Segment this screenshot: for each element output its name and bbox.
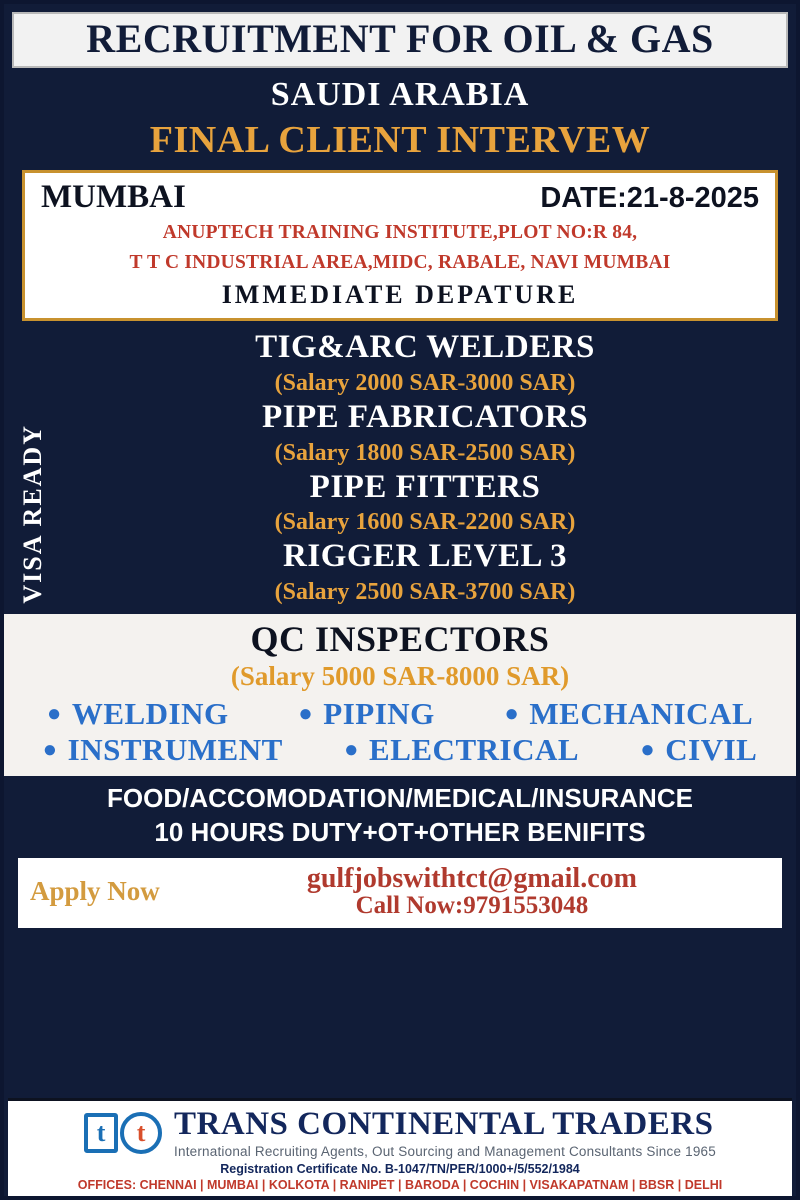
logo-letter-box-icon: t bbox=[84, 1113, 118, 1153]
immediate-departure-label: IMMEDIATE DEPATURE bbox=[221, 279, 579, 309]
job-list bbox=[4, 329, 796, 607]
interview-type-label: FINAL CLIENT INTERVEW bbox=[149, 119, 651, 161]
qc-discipline-item bbox=[344, 732, 579, 768]
job-title: TIG&ARC WELDERS bbox=[255, 328, 595, 365]
venue-address-line-1: ANUPTECH TRAINING INSTITUTE,PLOT NO:R 84, bbox=[162, 222, 638, 243]
qc-discipline-item bbox=[298, 696, 435, 732]
company-tagline: International Recruiting Agents, Out Sourcing and Management Consultants Since 1965 bbox=[174, 1144, 716, 1159]
benefit-line: FOOD/ACCOMODATION/MEDICAL/INSURANCE bbox=[107, 783, 693, 814]
company-text-block bbox=[174, 1107, 716, 1159]
job-salary: (Salary 2000 SAR-3000 SAR) bbox=[274, 369, 576, 396]
qc-discipline-row-2 bbox=[4, 732, 796, 768]
qc-discipline-label: INSTRUMENT bbox=[67, 732, 283, 768]
benefits-section bbox=[4, 782, 796, 850]
job-salary: (Salary 1600 SAR-2200 SAR) bbox=[274, 509, 576, 536]
bullet-icon: ● bbox=[42, 737, 58, 764]
qc-discipline-label: ELECTRICAL bbox=[369, 732, 580, 768]
company-name: TRANS CONTINENTAL TRADERS bbox=[174, 1106, 714, 1143]
venue-date: DATE:21-8-2025 bbox=[540, 182, 759, 214]
office-locations: OFFICES: CHENNAI | MUMBAI | KOLKOTA | RANIPET | BARODA | COCHIN | VISAKAPATNAM | BBSR | DELHI bbox=[77, 1178, 723, 1192]
contact-phone[interactable]: Call Now:9791553048 bbox=[355, 892, 589, 920]
company-footer bbox=[8, 1098, 792, 1196]
visa-ready-banner: VISA READY bbox=[18, 424, 47, 604]
contact-email[interactable]: gulfjobswithtct@gmail.com bbox=[306, 862, 637, 894]
apply-section bbox=[18, 858, 782, 928]
venue-address-line-2: T T C INDUSTRIAL AREA,MIDC, RABALE, NAVI MUMBAI bbox=[129, 252, 671, 274]
qc-salary: (Salary 5000 SAR-8000 SAR) bbox=[230, 661, 570, 692]
bullet-icon: ● bbox=[344, 737, 360, 764]
qc-title: QC INSPECTORS bbox=[250, 619, 550, 660]
benefit-line: 10 HOURS DUTY+OT+OTHER BENIFITS bbox=[154, 817, 646, 848]
apply-now-label: Apply Now bbox=[30, 876, 160, 907]
bullet-icon: ● bbox=[46, 701, 62, 728]
page-title: RECRUITMENT FOR OIL & GAS bbox=[86, 16, 714, 61]
job-salary: (Salary 1800 SAR-2500 SAR) bbox=[274, 439, 576, 466]
bullet-icon: ● bbox=[640, 737, 656, 764]
company-identity bbox=[8, 1107, 792, 1159]
country-label: SAUDI ARABIA bbox=[270, 76, 530, 113]
qc-discipline-label: WELDING bbox=[71, 696, 229, 732]
venue-city: MUMBAI bbox=[41, 179, 186, 215]
qc-discipline-label: CIVIL bbox=[665, 732, 758, 768]
company-logo bbox=[84, 1112, 162, 1154]
bullet-icon: ● bbox=[504, 701, 520, 728]
header-banner bbox=[12, 12, 788, 68]
qc-discipline-label: MECHANICAL bbox=[529, 696, 754, 732]
logo-letter-circle-icon: t bbox=[120, 1112, 162, 1154]
registration-certificate: Registration Certificate No. B-1047/TN/PER/1000+/5/552/1984 bbox=[220, 1162, 580, 1176]
apply-contact bbox=[174, 864, 770, 920]
qc-discipline-item bbox=[47, 696, 229, 732]
job-title: PIPE FITTERS bbox=[309, 468, 541, 505]
qc-disciplines bbox=[4, 696, 796, 768]
bullet-icon: ● bbox=[298, 701, 314, 728]
qc-discipline-item bbox=[43, 732, 283, 768]
job-title: RIGGER LEVEL 3 bbox=[283, 538, 567, 575]
qc-discipline-item bbox=[504, 696, 753, 732]
qc-discipline-row-1 bbox=[4, 696, 796, 732]
qc-discipline-label: PIPING bbox=[323, 696, 435, 732]
venue-box bbox=[22, 170, 778, 321]
qc-inspectors-section bbox=[4, 614, 796, 776]
job-salary: (Salary 2500 SAR-3700 SAR) bbox=[274, 579, 576, 606]
qc-discipline-item bbox=[640, 732, 757, 768]
venue-header-row bbox=[35, 179, 765, 216]
job-title: PIPE FABRICATORS bbox=[261, 398, 589, 435]
